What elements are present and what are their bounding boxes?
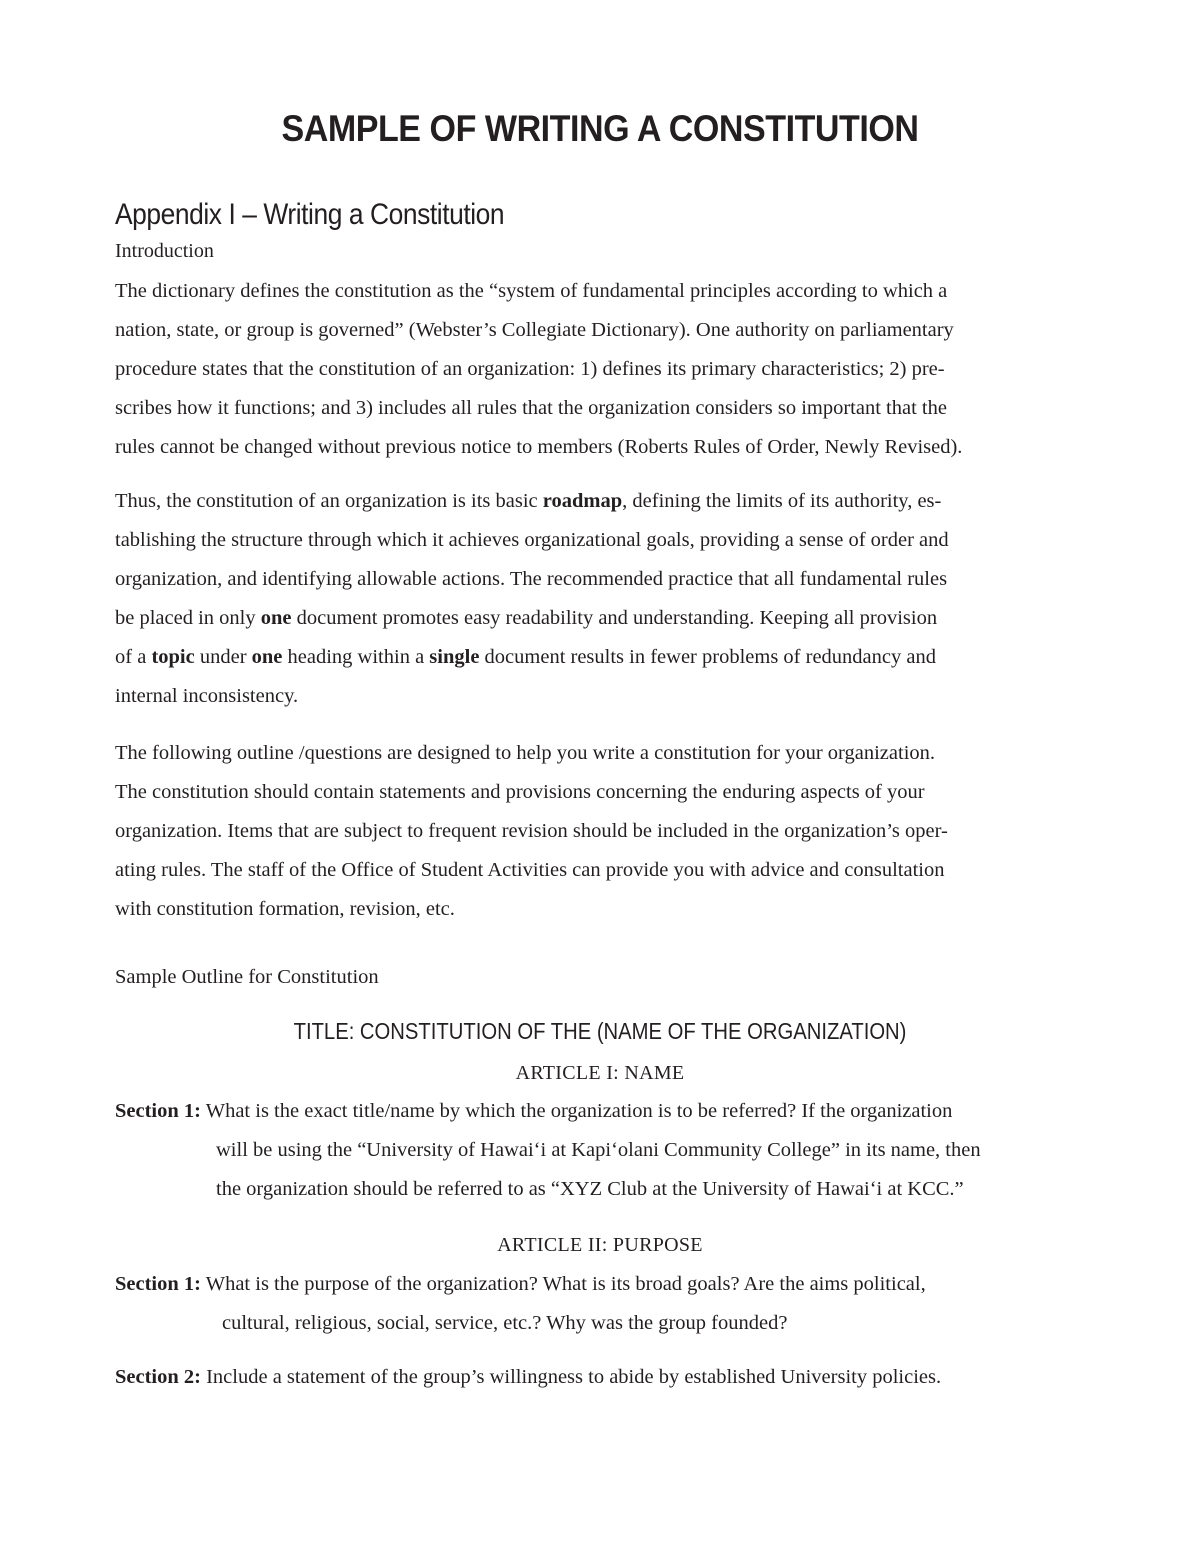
section-label: Section 1: [115,1100,201,1122]
section-line [115,1092,1090,1131]
text-run: What is the exact title/name by which the organization is to be referred? If the organization [200,1100,953,1122]
text-run: be placed in only [115,607,261,629]
article-1-heading: ARTICLE I: NAME [515,1062,685,1084]
paragraph-line: tablishing the structure through which it achieves organizational goals, providing a sense of order and [115,529,949,551]
section-line [115,1265,1090,1304]
constitution-title: TITLE: CONSTITUTION OF THE (NAME OF THE ORGANIZATION) [293,1018,907,1044]
paragraph-line: with constitution formation, revision, etc. [115,898,455,920]
paragraph-outline-guidance [115,734,1090,929]
article-2-heading: ARTICLE II: PURPOSE [497,1234,703,1256]
text-run: heading within a [282,646,430,668]
paragraph-line: organization, and identifying allowable actions. The recommended practice that all fundamental rules [115,568,948,590]
section-line [115,1358,1090,1397]
article-1-section-1 [115,1092,1090,1209]
text-run: What is the purpose of the organization? What is its broad goals? Are the aims political, [200,1273,926,1295]
section-line: the organization should be referred to as “XYZ Club at the University of Hawai‘i at KCC.” [216,1178,964,1200]
paragraph-line: organization. Items that are subject to frequent revision should be included in the organization’s oper- [115,820,948,842]
text-run: of a [115,646,152,668]
paragraph-line: The constitution should contain statements and provisions concerning the enduring aspects of your [115,781,925,803]
section-label: Section 2: [115,1366,201,1388]
appendix-heading: Appendix I – Writing a Constitution [115,198,505,231]
emphasis-one: one [251,646,283,668]
article-2-section-1 [115,1265,1090,1343]
paragraph-roadmap [115,482,1090,716]
text-run: document promotes easy readability and understanding. Keeping all provision [291,607,938,629]
paragraph-line: nation, state, or group is governed” (Webster’s Collegiate Dictionary). One authority on parliamentary [115,319,954,341]
section-line: will be using the “University of Hawai‘i at Kapi‘olani Community College” in its name, then [216,1139,981,1161]
emphasis-single: single [429,646,480,668]
paragraph-line: scribes how it functions; and 3) includes all rules that the organization considers so important that the [115,397,947,419]
section-line: cultural, religious, social, service, etc.? Why was the group founded? [222,1312,788,1334]
paragraph-line [115,482,1090,521]
section-label: Section 1: [115,1273,201,1295]
paragraph-line: The following outline /questions are designed to help you write a constitution for your organization. [115,742,936,764]
paragraph-line: rules cannot be changed without previous notice to members (Roberts Rules of Order, Newly Revised). [115,436,963,458]
text-run: Include a statement of the group’s willingness to abide by established University policies. [200,1366,942,1388]
text-run: under [194,646,252,668]
sample-outline-label: Sample Outline for Constitution [115,966,379,988]
text-run: document results in fewer problems of redundancy and [479,646,936,668]
introduction-label: Introduction [115,240,214,262]
text-run: Thus, the constitution of an organization is its basic [115,490,543,512]
text-run: , defining the limits of its authority, es- [622,490,942,512]
paragraph-line: procedure states that the constitution of an organization: 1) defines its primary characteristics; 2) pre- [115,358,945,380]
paragraph-line: ating rules. The staff of the Office of Student Activities can provide you with advice and consultation [115,859,945,881]
paragraph-line: The dictionary defines the constitution as the “system of fundamental principles according to which a [115,280,948,302]
paragraph-line [115,638,1090,677]
paragraph-line [115,599,1090,638]
emphasis-one: one [260,607,292,629]
paragraph-dictionary-definition [115,272,1090,467]
emphasis-topic: topic [151,646,195,668]
main-title: SAMPLE OF WRITING A CONSTITUTION [281,108,919,149]
paragraph-line: internal inconsistency. [115,685,299,707]
article-2-section-2 [115,1358,1090,1397]
emphasis-roadmap: roadmap [542,490,623,512]
